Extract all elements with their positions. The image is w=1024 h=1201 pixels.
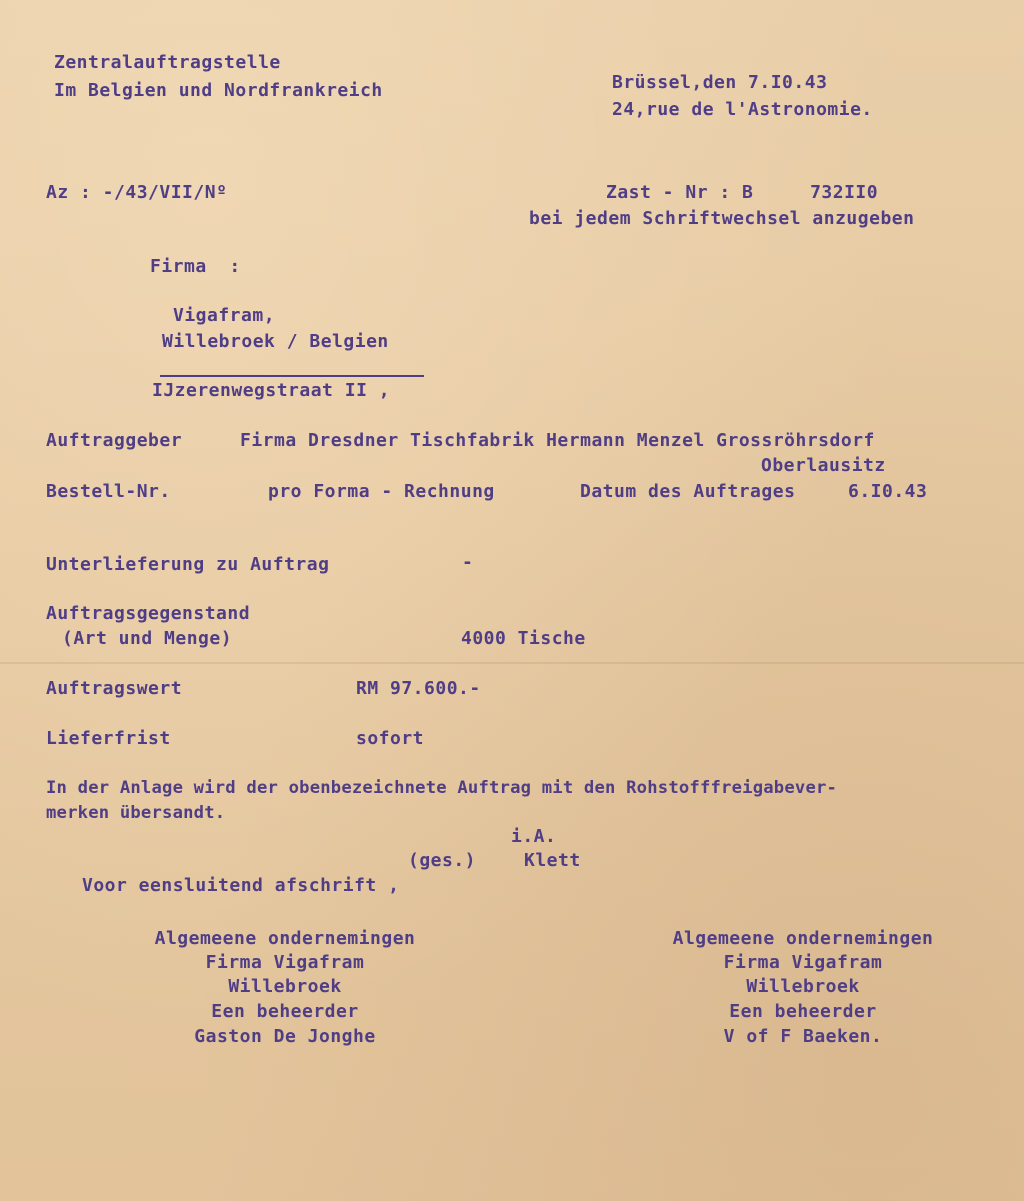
deadline-value: sofort [356, 728, 425, 749]
order-no-label: Bestell-Nr. [46, 481, 171, 502]
place-date: Brüssel,den 7.I0.43 [612, 72, 828, 93]
address: 24,rue de l'Astronomie. [612, 99, 873, 120]
closing-right-line-4: Een beheerder [729, 1001, 877, 1022]
client-value: Firma Dresdner Tischfabrik Hermann Menzel Grossröhrsdorf [240, 430, 875, 451]
value-value: RM 97.600.- [356, 678, 481, 699]
body-line-2: merken übersandt. [46, 803, 226, 823]
client-region: Oberlausitz [761, 455, 886, 476]
order-date-label: Datum des Auftrages [580, 481, 796, 502]
signature-ges: (ges.) [408, 850, 477, 871]
closing-left-line-5: Gaston De Jonghe [194, 1026, 376, 1047]
recipient-label: Firma : [150, 256, 241, 277]
closing-right-line-3: Willebroek [746, 976, 860, 997]
body-line-1: In der Anlage wird der obenbezeichnete Auftrag mit den Rohstofffreigabever- [46, 778, 838, 798]
closing-left-line-2: Firma Vigafram [205, 952, 365, 973]
subject-label: Auftragsgegenstand [46, 603, 251, 624]
paper-fold [0, 662, 1024, 664]
reference-zast-note: bei jedem Schriftwechsel anzugeben [529, 208, 915, 229]
closing-left-line-4: Een beheerder [211, 1001, 359, 1022]
closing-right-line-2: Firma Vigafram [723, 952, 883, 973]
deadline-label: Lieferfrist [46, 728, 171, 749]
copy-note: Voor eensluitend afschrift , [82, 875, 400, 896]
sub-delivery-value: - [462, 552, 474, 573]
sub-delivery-label: Unterlieferung zu Auftrag [46, 554, 330, 575]
office-line-1: Zentralauftragstelle [54, 52, 281, 73]
closing-right-line-1: Algemeene ondernemingen [672, 928, 934, 949]
order-date-value: 6.I0.43 [848, 481, 928, 502]
order-no-value: pro Forma - Rechnung [268, 481, 495, 502]
signature-name: Klett [524, 850, 581, 871]
recipient-city: Willebroek / Belgien [162, 331, 389, 352]
closing-right-line-5: V of F Baeken. [723, 1026, 883, 1047]
closing-left-line-3: Willebroek [228, 976, 342, 997]
office-line-2: Im Belgien und Nordfrankreich [54, 80, 383, 101]
signature-ia: i.A. [511, 826, 557, 847]
recipient-name: Vigafram, [173, 305, 276, 326]
subject-value: 4000 Tische [461, 628, 586, 649]
subject-sublabel: (Art und Menge) [62, 628, 233, 649]
address-rule [160, 375, 424, 377]
closing-left-line-1: Algemeene ondernemingen [154, 928, 416, 949]
value-label: Auftragswert [46, 678, 183, 699]
reference-az: Az : -/43/VII/Nº [46, 182, 228, 203]
reference-zast: Zast - Nr : B 732II0 [606, 182, 879, 203]
recipient-street: IJzerenwegstraat II , [152, 380, 391, 401]
client-label: Auftraggeber [46, 430, 183, 451]
